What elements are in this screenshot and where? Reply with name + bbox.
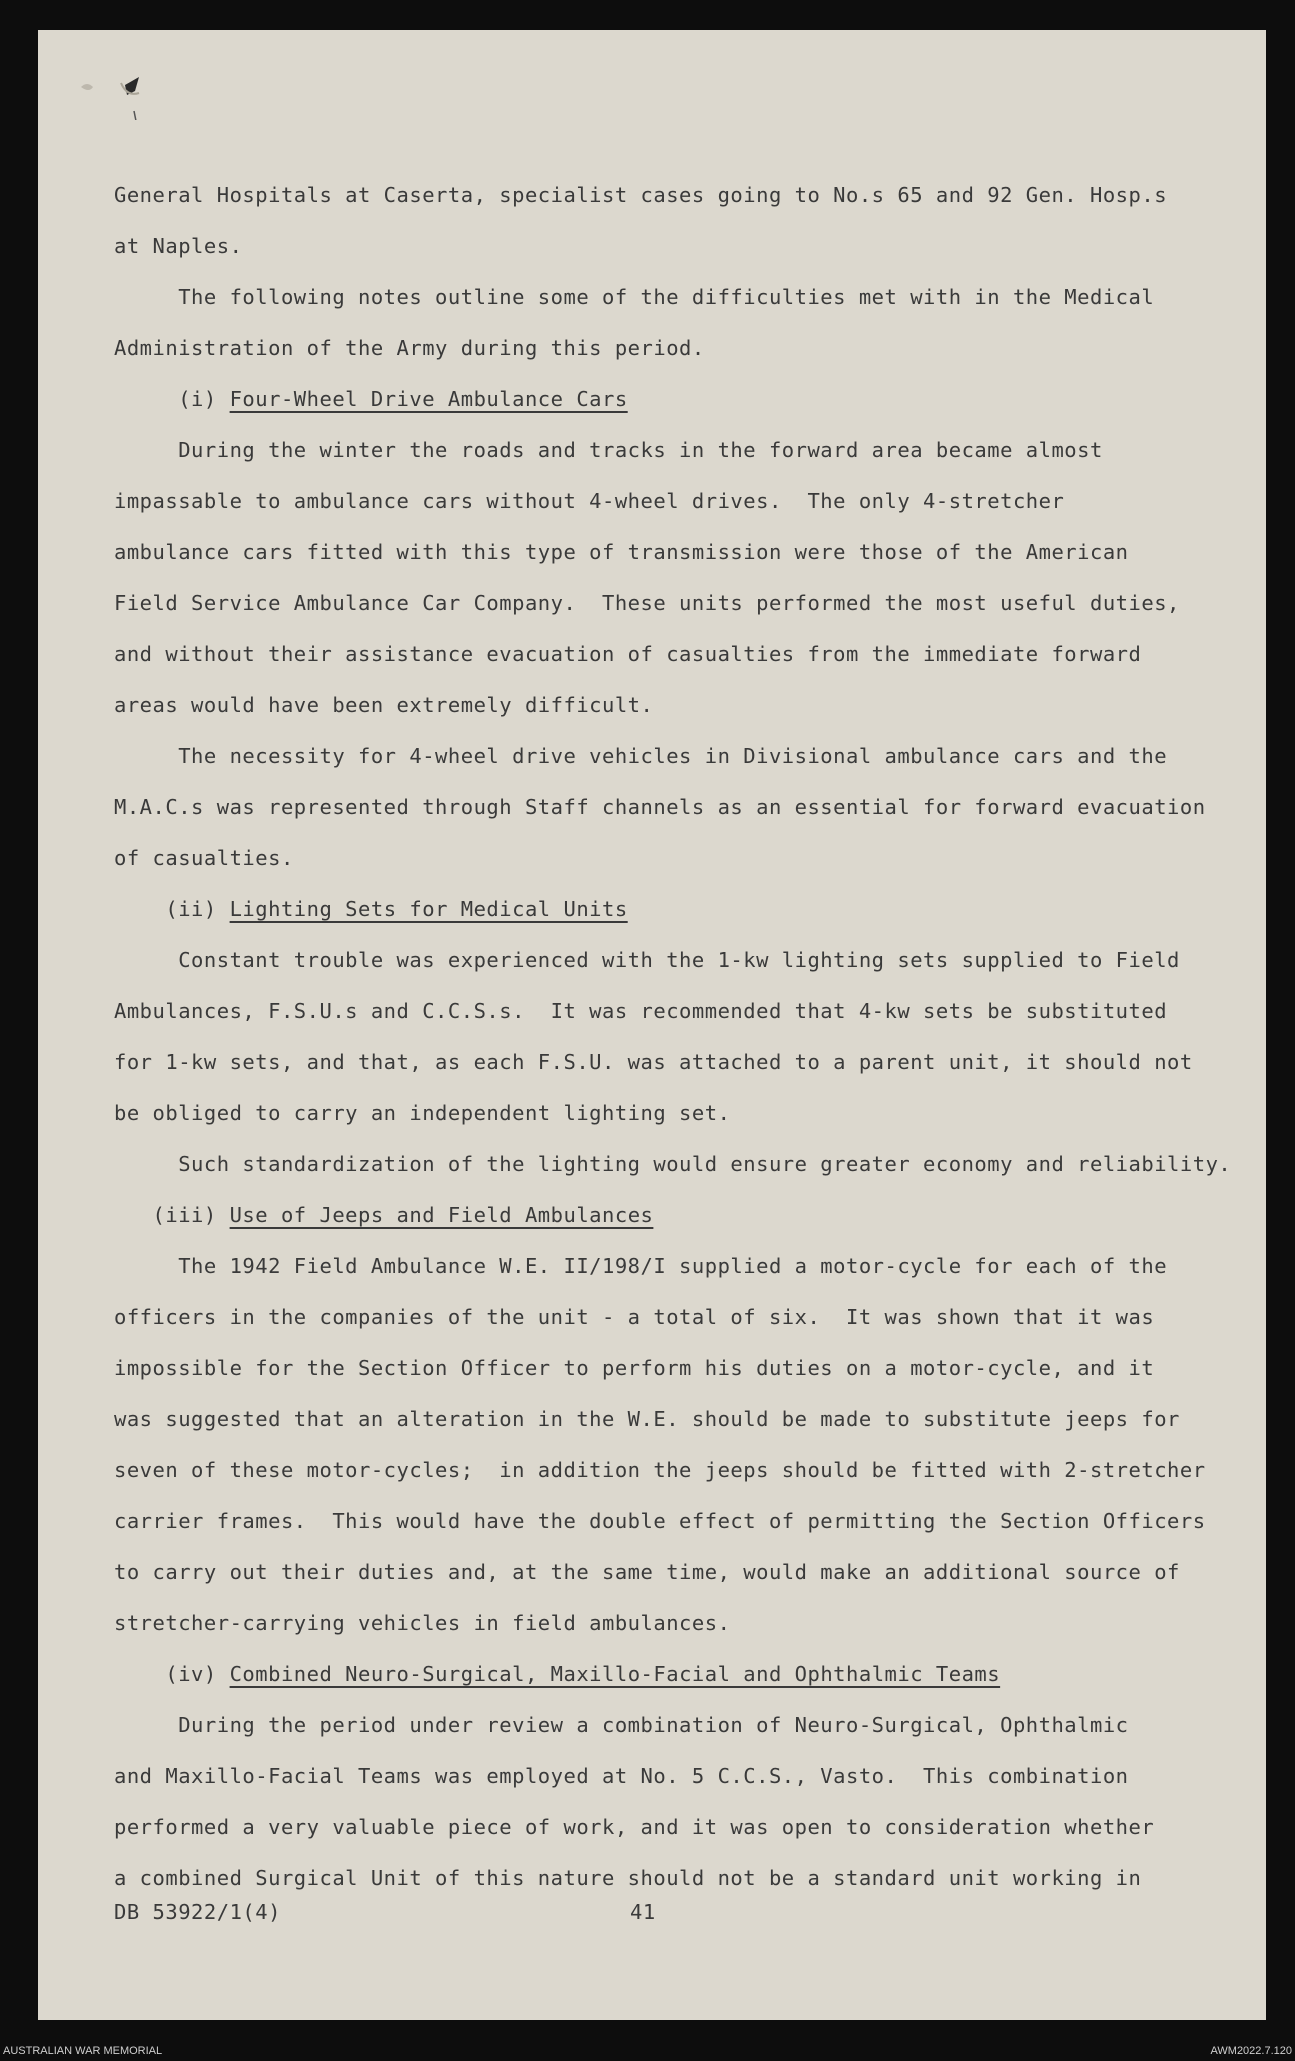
- body-text: [114, 170, 1232, 1904]
- text-line: During the period under review a combination of Neuro-Surgical, Ophthalmic: [114, 1713, 1129, 1737]
- text-line: officers in the companies of the unit - a total of six. It was shown that it was: [114, 1305, 1155, 1329]
- heading-text: Four-Wheel Drive Ambulance Cars: [229, 387, 628, 411]
- text-line: be obliged to carry an independent lighting set.: [114, 1101, 731, 1125]
- document-reference: DB 53922/1(4): [114, 1900, 281, 1924]
- text-line: The following notes outline some of the difficulties met with in the Medical: [114, 285, 1155, 309]
- text-line: Administration of the Army during this period.: [114, 336, 705, 360]
- text-line: was suggested that an alteration in the W.E. should be made to substitute jeeps for: [114, 1407, 1180, 1431]
- text-line: Constant trouble was experienced with the 1-kw lighting sets supplied to Field: [114, 948, 1180, 972]
- section-number: (i): [114, 387, 230, 411]
- document-page: [38, 30, 1266, 2020]
- heading-text: Use of Jeeps and Field Ambulances: [229, 1203, 654, 1227]
- text-line: impossible for the Section Officer to perform his duties on a motor-cycle, and it: [114, 1356, 1155, 1380]
- text-line: impassable to ambulance cars without 4-wheel drives. The only 4-stretcher: [114, 489, 1065, 513]
- text-line: The necessity for 4-wheel drive vehicles in Divisional ambulance cars and the: [114, 744, 1168, 768]
- text-line: stretcher-carrying vehicles in field ambulances.: [114, 1611, 731, 1635]
- text-line: areas would have been extremely difficult.: [114, 693, 654, 717]
- text-line: During the winter the roads and tracks in the forward area became almost: [114, 438, 1103, 462]
- section-number: (iii): [114, 1203, 230, 1227]
- text-line: and Maxillo-Facial Teams was employed at No. 5 C.C.S., Vasto. This combination: [114, 1764, 1129, 1788]
- text-line: The 1942 Field Ambulance W.E. II/198/I supplied a motor-cycle for each of the: [114, 1254, 1168, 1278]
- text-line: of casualties.: [114, 846, 294, 870]
- section-heading-ii: [114, 884, 1214, 935]
- hole-punch-mark: [63, 65, 153, 120]
- text-line: to carry out their duties and, at the same time, would make an additional source of: [114, 1560, 1180, 1584]
- section-heading-iv: [114, 1649, 1214, 1700]
- section-heading-i: [114, 374, 1214, 425]
- text-line: carrier frames. This would have the double effect of permitting the Section Officers: [114, 1509, 1206, 1533]
- institution-label: AUSTRALIAN WAR MEMORIAL: [3, 2045, 163, 2057]
- heading-text: Lighting Sets for Medical Units: [229, 897, 628, 921]
- text-line: Field Service Ambulance Car Company. These units performed the most useful duties,: [114, 591, 1180, 615]
- section-number: (ii): [114, 897, 230, 921]
- text-line: M.A.C.s was represented through Staff channels as an essential for forward evacuation: [114, 795, 1206, 819]
- text-line: General Hospitals at Caserta, specialist cases going to No.s 65 and 92 Gen. Hosp.s: [114, 183, 1168, 207]
- text-line: and without their assistance evacuation of casualties from the immediate forward: [114, 642, 1142, 666]
- heading-text: Combined Neuro-Surgical, Maxillo-Facial and Ophthalmic Teams: [229, 1662, 1001, 1686]
- page-number: 41: [630, 1900, 656, 1924]
- text-line: Such standardization of the lighting would ensure greater economy and reliability.: [114, 1152, 1232, 1176]
- section-number: (iv): [114, 1662, 230, 1686]
- text-line: Ambulances, F.S.U.s and C.C.S.s. It was recommended that 4-kw sets be substituted: [114, 999, 1168, 1023]
- text-line: seven of these motor-cycles; in addition the jeeps should be fitted with 2-stretcher: [114, 1458, 1206, 1482]
- text-line: ambulance cars fitted with this type of transmission were those of the American: [114, 540, 1129, 564]
- section-heading-iii: [114, 1190, 1214, 1241]
- text-line: performed a very valuable piece of work, and it was open to consideration whether: [114, 1815, 1155, 1839]
- item-id: AWM2022.7.120: [1210, 2045, 1292, 2057]
- text-line: a combined Surgical Unit of this nature should not be a standard unit working in: [114, 1866, 1142, 1890]
- archive-footer: [0, 2041, 1295, 2061]
- text-line: at Naples.: [114, 234, 243, 258]
- text-line: for 1-kw sets, and that, as each F.S.U. was attached to a parent unit, it should not: [114, 1050, 1193, 1074]
